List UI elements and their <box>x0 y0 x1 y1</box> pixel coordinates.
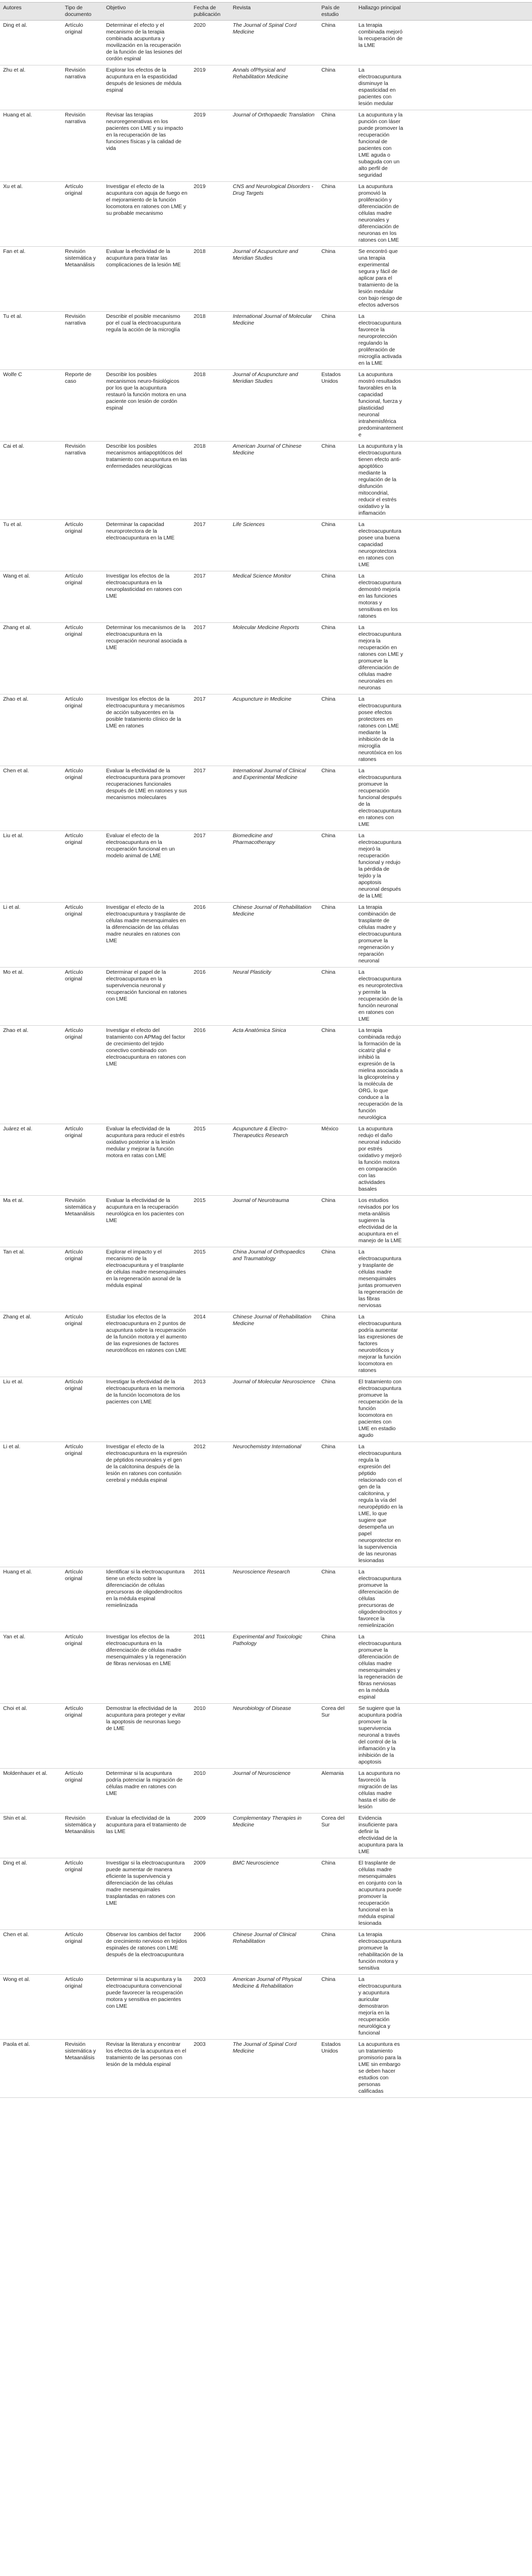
cell-publication-date: 2019 <box>194 112 206 118</box>
cell-country: China <box>321 1028 336 1033</box>
cell-publication-date: 2013 <box>194 1379 206 1385</box>
cell-objective: Explorar los efectos de la acupuntura en la espasticidad después de lesiones de médula espinal <box>106 67 182 93</box>
cell-author: Chen et al. <box>3 1932 29 1938</box>
cell-main-finding: La electroacupuntura posee una buena capacidad neuroprotectora en ratones con LME <box>358 522 402 568</box>
cell-journal: The Journal of Spinal Cord Medicine <box>233 23 297 35</box>
cell-publication-date: 2003 <box>194 2042 206 2047</box>
cell-document-type: Artículo original <box>65 1314 83 1327</box>
cell-document-type: Artículo original <box>65 697 83 709</box>
cell-document-type: Revisión narrativa <box>65 67 86 80</box>
cell-country: Corea del Sur <box>321 1816 345 1828</box>
cell-objective: Evaluar la efectividad de la electroacupuntura para promover recuperaciones funcionales después de LME en ratones y sus mecanismos moleculares <box>106 768 187 801</box>
header-publication-date: Fecha de publicación <box>191 3 230 21</box>
header-main-finding: Hallazgo principal <box>355 3 532 21</box>
cell-publication-date: 2019 <box>194 67 206 73</box>
cell-publication-date: 2016 <box>194 1028 206 1033</box>
cell-journal: The Journal of Spinal Cord Medicine <box>233 2042 297 2054</box>
cell-author: Zhao et al. <box>3 697 29 702</box>
table-row <box>0 2040 532 2098</box>
cell-journal: Chinese Journal of Clinical Rehabilitation <box>233 1932 297 1944</box>
cell-document-type: Artículo original <box>65 522 83 534</box>
cell-main-finding: La electroacupuntura promueve la diferenciación de células precursoras de oligodendrocitos y favorece la remielinización <box>358 1569 402 1629</box>
cell-author: Liu et al. <box>3 833 24 839</box>
cell-journal: Life Sciences <box>233 522 265 528</box>
table-row <box>0 21 532 65</box>
table-row <box>0 766 532 831</box>
cell-publication-date: 2018 <box>194 444 206 449</box>
cell-country: China <box>321 1314 336 1320</box>
cell-publication-date: 2017 <box>194 625 206 631</box>
cell-journal: International Journal of Molecular Medicine <box>233 314 312 326</box>
cell-document-type: Artículo original <box>65 905 83 917</box>
cell-document-type: Artículo original <box>65 23 83 35</box>
cell-journal: Acta Anatómica Sinica <box>233 1028 286 1033</box>
cell-objective: Determinar el papel de la electroacupuntura en la supervivencia neuronal y recuperación funcional en ratones con LME <box>106 970 187 1002</box>
cell-country: China <box>321 1932 336 1938</box>
cell-main-finding: La electroacupuntura y acupuntura auricular demostraron mejoría en la recuperación neurológica y funcional <box>358 1977 402 2036</box>
table-row <box>0 571 532 623</box>
cell-document-type: Artículo original <box>65 1977 83 1989</box>
cell-main-finding: Se encontró que una terapia experimental segura y fácil de aplicar para el tratamiento de la lesión medular con bajo riesgo de efectos adversos <box>358 249 402 308</box>
cell-author: Xu et al. <box>3 184 23 190</box>
header-objective: Objetivo <box>103 3 191 21</box>
cell-publication-date: 2018 <box>194 314 206 319</box>
cell-objective: Determinar si la acupuntura y la electroacupuntura convencional puede favorecer la recuperación motora y sensitiva en pacientes con LME <box>106 1977 183 2009</box>
cell-objective: Evaluar la efectividad de la acupuntura para tratar las complicaciones de la lesión ME <box>106 249 181 268</box>
cell-document-type: Artículo original <box>65 1444 83 1456</box>
cell-country: China <box>321 1860 336 1866</box>
cell-main-finding: La electroacupuntura favorece la neuroprotección regulando la proliferación de microglía activada en la LME <box>358 314 402 366</box>
cell-objective: Investigar el efecto de la acupuntura con aguja de fuego en el mejoramiento de la función locomotora en ratones con LME y su probable mecanismo <box>106 184 187 216</box>
cell-journal: Journal of Acupuncture and Meridian Studies <box>233 372 298 384</box>
table-row <box>0 1704 532 1769</box>
cell-author: Zhang et al. <box>3 625 31 631</box>
cell-main-finding: Evidencia insuficiente para definir la efectividad de la acupuntura para la LME <box>358 1816 403 1855</box>
cell-main-finding: El tratamiento con electroacupuntura promueve la recuperación de la función locomotora en pacientes con LME en estadio agudo <box>358 1379 403 1438</box>
cell-country: China <box>321 905 336 910</box>
cell-country: Corea del Sur <box>321 1706 345 1718</box>
table-row <box>0 520 532 571</box>
cell-document-type: Reporte de caso <box>65 372 92 384</box>
cell-document-type: Artículo original <box>65 833 83 845</box>
cell-objective: Estudiar los efectos de la electroacupuntura en 2 puntos de acupuntura sobre la recuperación de la función motora y el aumento de las expresiones de factores neurotróficos en ratones con LME <box>106 1314 187 1353</box>
cell-objective: Investigar el efecto del tratamiento con APMag del factor de crecimiento del tejido conectivo combinado con electroacupuntura en ratones con LME <box>106 1028 186 1067</box>
cell-journal: CNS and Neurological Disorders - Drug Targets <box>233 184 314 196</box>
cell-country: México <box>321 1126 338 1132</box>
cell-main-finding: La electroacupuntura posee efectos protectores en ratones con LME mediante la inhibición de la microglía neurotóxica en los ratones <box>358 697 402 762</box>
cell-country: China <box>321 112 336 118</box>
cell-main-finding: La acupuntura redujo el daño neuronal inducido por estrés oxidativo y mejoró la función motora en comparación con las actividades basales <box>358 1126 402 1192</box>
cell-publication-date: 2015 <box>194 1249 206 1255</box>
cell-main-finding: Se sugiere que la acupuntura podría promover la supervivencia neuronal a través del control de la inflamación y la inhibición de la apoptosis <box>358 1706 402 1765</box>
cell-document-type: Artículo original <box>65 1569 83 1582</box>
cell-country: China <box>321 1444 336 1450</box>
cell-objective: Identificar si la electroacupuntura tiene un efecto sobre la diferenciación de células precursoras de oligodendrocitos en la médula espinal remielinizada <box>106 1569 185 1608</box>
cell-main-finding: La acupuntura y la punción con láser puede promover la recuperación funcional de pacientes con LME aguda o subaguda con un alto perfil de seguridad <box>358 112 403 178</box>
table-row <box>0 110 532 182</box>
cell-author: Zhu et al. <box>3 67 26 73</box>
cell-objective: Evaluar la efectividad de la acupuntura para reducir el estrés oxidativo posterior a la lesión medular y mejorar la función motora en ratas con LME <box>106 1126 185 1159</box>
cell-country: China <box>321 67 336 73</box>
table-row <box>0 1930 532 1975</box>
cell-publication-date: 2015 <box>194 1126 206 1132</box>
cell-country: China <box>321 249 336 255</box>
cell-publication-date: 2014 <box>194 1314 206 1320</box>
cell-document-type: Artículo original <box>65 1860 83 1873</box>
cell-publication-date: 2018 <box>194 372 206 378</box>
table-row <box>0 1124 532 1196</box>
cell-document-type: Revisión sistemática y Metaanálisis <box>65 1198 96 1217</box>
cell-journal: American Journal of Chinese Medicine <box>233 444 302 456</box>
cell-main-finding: La electroacupuntura promueve la diferenciación de células madre mesenquimales y la regeneración de fibras nerviosas en la médula espinal <box>358 1634 403 1700</box>
cell-author: Liu et al. <box>3 1379 24 1385</box>
cell-document-type: Artículo original <box>65 1379 83 1392</box>
cell-publication-date: 2017 <box>194 833 206 839</box>
cell-journal: Molecular Medicine Reports <box>233 625 299 631</box>
cell-author: Tu et al. <box>3 314 23 319</box>
cell-document-type: Revisión narrativa <box>65 112 86 125</box>
table-row <box>0 1858 532 1930</box>
cell-journal: Journal of Orthopaedic Translation <box>233 112 315 118</box>
cell-main-finding: Los estudios revisados por los meta-análisis sugieren la efectividad de la acupuntura en el manejo de la LME <box>358 1198 402 1244</box>
cell-country: China <box>321 768 336 774</box>
cell-objective: Evaluar el efecto de la electroacupuntura en la recuperación funcional en un modelo animal de LME <box>106 833 175 859</box>
cell-document-type: Artículo original <box>65 1126 83 1139</box>
cell-journal: Acupuncture & Electro-Therapeutics Research <box>233 1126 288 1139</box>
table-row <box>0 831 532 903</box>
cell-document-type: Artículo original <box>65 1028 83 1040</box>
cell-country: China <box>321 1249 336 1255</box>
cell-author: Li et al. <box>3 905 21 910</box>
cell-document-type: Revisión sistemática y Metaanálisis <box>65 1816 96 1835</box>
cell-author: Cai et al. <box>3 444 25 449</box>
table-row <box>0 1567 532 1632</box>
header-row <box>0 3 532 21</box>
cell-publication-date: 2016 <box>194 905 206 910</box>
table-row <box>0 1442 532 1567</box>
cell-author: Ding et al. <box>3 1860 27 1866</box>
header-journal: Revista <box>230 3 318 21</box>
cell-document-type: Revisión narrativa <box>65 314 86 326</box>
cell-country: China <box>321 833 336 839</box>
cell-journal: American Journal of Physical Medicine & Rehabilitation <box>233 1977 302 1989</box>
cell-main-finding: La terapia combinada mejoró la recuperación de la LME <box>358 23 403 48</box>
cell-publication-date: 2018 <box>194 249 206 255</box>
cell-country: Alemania <box>321 1771 344 1776</box>
cell-main-finding: La electroacupuntura disminuye la espasticidad en pacientes con lesión medular <box>358 67 402 107</box>
cell-country: China <box>321 1634 336 1640</box>
cell-objective: Investigar los efectos de la electroacupuntura en la neuroplasticidad en ratones con LME <box>106 573 182 599</box>
cell-objective: Explorar el impacto y el mecanismo de la electroacupuntura y el trasplante de células madre mesenquimales en la regeneración axonal de la médula espinal <box>106 1249 186 1289</box>
cell-country: China <box>321 697 336 702</box>
cell-author: Paola et al. <box>3 2042 30 2047</box>
table-row <box>0 1377 532 1442</box>
cell-country: China <box>321 1977 336 1982</box>
cell-country: China <box>321 444 336 449</box>
cell-publication-date: 2003 <box>194 1977 206 1982</box>
cell-objective: Revisar la literatura y encontrar los efectos de la acupuntura en el tratamiento de las personas con lesión de la médula espinal <box>106 2042 186 2067</box>
table-row <box>0 1026 532 1124</box>
cell-country: China <box>321 314 336 319</box>
cell-objective: Determinar el efecto y el mecanismo de la terapia combinada acupuntura y movilización en la recuperación de la función de las lesiones del cordón espinal <box>106 23 182 62</box>
table-row <box>0 1312 532 1377</box>
cell-author: Tan et al. <box>3 1249 25 1255</box>
cell-objective: Observar los cambios del factor de crecimiento nervioso en tejidos espinales de ratones con LME después de la electroacupuntura <box>106 1932 187 1958</box>
cell-country: China <box>321 184 336 190</box>
cell-objective: Describir el posible mecanismo por el cual la electroacupuntura regula la acción de la microglía <box>106 314 181 333</box>
cell-publication-date: 2017 <box>194 573 206 579</box>
cell-author: Li et al. <box>3 1444 21 1450</box>
cell-document-type: Artículo original <box>65 1706 83 1718</box>
cell-journal: Chinese Journal of Rehabilitation Medicine <box>233 1314 312 1327</box>
table-row <box>0 1196 532 1247</box>
cell-document-type: Revisión narrativa <box>65 444 86 456</box>
cell-journal: Acupuncture in Medicine <box>233 697 291 702</box>
cell-publication-date: 2020 <box>194 23 206 28</box>
cell-journal: Journal of Acupuncture and Meridian Studies <box>233 249 298 261</box>
cell-main-finding: La electroacupuntura mejoró la recuperación funcional y redujo la pérdida de tejido y la apoptosis neuronal después de la LME <box>358 833 402 899</box>
cell-journal: Neuroscience Research <box>233 1569 290 1575</box>
cell-publication-date: 2009 <box>194 1860 206 1866</box>
cell-journal: Medical Science Monitor <box>233 573 291 579</box>
cell-document-type: Artículo original <box>65 1771 83 1783</box>
literature-table <box>0 2 532 2098</box>
header-authors: Autores <box>0 3 62 21</box>
table-row <box>0 903 532 968</box>
cell-document-type: Artículo original <box>65 1249 83 1262</box>
cell-main-finding: La acupuntura promovió la proliferación y diferenciación de células madre neuronales y diferenciación de neuronas en los ratones con LME <box>358 184 399 243</box>
cell-country: China <box>321 23 336 28</box>
cell-author: Fan et al. <box>3 249 26 255</box>
cell-journal: Neural Plasticity <box>233 970 271 975</box>
cell-country: China <box>321 1198 336 1204</box>
cell-main-finding: La acupuntura no favoreció la migración de las células madre hasta el sitio de lesión <box>358 1771 400 1810</box>
table-row <box>0 312 532 370</box>
table-row <box>0 1814 532 1858</box>
table-row <box>0 1632 532 1704</box>
cell-document-type: Artículo original <box>65 1634 83 1647</box>
cell-journal: Complementary Therapies in Medicine <box>233 1816 302 1828</box>
cell-main-finding: La electroacupuntura mejora la recuperación en ratones con LME y promueve la diferenciación de células madre neuronales en neuronas <box>358 625 403 691</box>
cell-publication-date: 2010 <box>194 1706 206 1711</box>
table-row <box>0 1247 532 1312</box>
cell-document-type: Artículo original <box>65 1932 83 1944</box>
cell-journal: BMC Neuroscience <box>233 1860 279 1866</box>
cell-author: Yan et al. <box>3 1634 26 1640</box>
cell-country: China <box>321 970 336 975</box>
cell-author: Moldenhauer et al. <box>3 1771 48 1776</box>
cell-main-finding: La electroacupuntura podría aumentar las expresiones de factores neurotróficos y mejorar la función locomotora en ratones <box>358 1314 403 1374</box>
cell-author: Choi et al. <box>3 1706 27 1711</box>
cell-objective: Investigar la efectividad de la electroacupuntura en la memoria de la función locomotora de los pacientes con LME <box>106 1379 184 1405</box>
cell-publication-date: 2017 <box>194 768 206 774</box>
table-row <box>0 247 532 312</box>
cell-objective: Determinar los mecanismos de la electroacupuntura en la recuperación neuronal asociada a LME <box>106 625 187 651</box>
cell-main-finding: La electroacupuntura y trasplante de células madre mesenquimales juntas promueven la regeneración de las fibras nerviosas <box>358 1249 403 1309</box>
header-document-type: Tipo de documento <box>62 3 103 21</box>
cell-publication-date: 2011 <box>194 1569 205 1575</box>
cell-author: Tu et al. <box>3 522 23 528</box>
table-row <box>0 65 532 110</box>
cell-main-finding: La electroacupuntura demostró mejoría en las funciones motoras y sensitivas en los ratones <box>358 573 402 619</box>
cell-publication-date: 2011 <box>194 1634 205 1640</box>
cell-publication-date: 2009 <box>194 1816 206 1821</box>
table-row <box>0 442 532 520</box>
cell-document-type: Artículo original <box>65 184 83 196</box>
cell-country: Estados Unidos <box>321 372 341 384</box>
cell-journal: China Journal of Orthopaedics and Traumatology <box>233 1249 305 1262</box>
cell-objective: Investigar los efectos de la electroacupuntura en la diferenciación de células madre mesenquimales y la regeneración de fibras nerviosas en LME <box>106 1634 186 1667</box>
table-row <box>0 1975 532 2040</box>
cell-main-finding: La terapia electroacupuntura promueve la rehabilitación de la función motora y sensitiva <box>358 1932 403 1971</box>
cell-author: Juárez et al. <box>3 1126 32 1132</box>
cell-author: Huang et al. <box>3 1569 32 1575</box>
cell-journal: International Journal of Clinical and Experimental Medicine <box>233 768 306 781</box>
cell-objective: Investigar el efecto de la electroacupuntura y trasplante de células madre mesenquimales en la diferenciación de las células madre neurales en ratones con LME <box>106 905 186 944</box>
cell-main-finding: La acupuntura es un tratamiento promisorio para la LME sin embargo se deben hacer estudios con personas calificadas <box>358 2042 402 2094</box>
cell-objective: Evaluar la efectividad de la acupuntura en la recuperación neurológica en los pacientes con LME <box>106 1198 184 1224</box>
cell-country: China <box>321 1379 336 1385</box>
cell-country: China <box>321 522 336 528</box>
table-body <box>0 21 532 2098</box>
cell-author: Ma et al. <box>3 1198 24 1204</box>
table-row <box>0 623 532 694</box>
cell-objective: Determinar si la acupuntura podría potenciar la migración de células madre en ratones con LME <box>106 1771 183 1797</box>
cell-publication-date: 2016 <box>194 970 206 975</box>
cell-author: Wong et al. <box>3 1977 30 1982</box>
cell-main-finding: La acupuntura mostró resultados favorables en la capacidad funcional, fuerza y plasticidad neuronal intrahemisférica predominantemente <box>358 372 403 438</box>
cell-country: China <box>321 625 336 631</box>
cell-main-finding: La terapia combinación de trasplante de células madre y electroacupuntura promueve la regeneración y reparación neuronal <box>358 905 402 964</box>
table-header <box>0 3 532 21</box>
cell-objective: Demostrar la efectividad de la acupuntura para proteger y evitar la apoptosis de neuronas luego de LME <box>106 1706 185 1732</box>
cell-author: Mo et al. <box>3 970 24 975</box>
table-row <box>0 968 532 1026</box>
cell-document-type: Revisión sistemática y Metaanálisis <box>65 249 96 268</box>
cell-objective: Describir los posibles mecanismos neuro-fisiológicos por los que la acupuntura restauró la función motora en una paciente con lesión de cordón espinal <box>106 372 186 411</box>
cell-author: Chen et al. <box>3 768 29 774</box>
cell-main-finding: La electroacupuntura promueve la recuperación funcional después de la electroacupuntura en ratones con LME <box>358 768 402 827</box>
cell-author: Wolfe C <box>3 372 22 378</box>
table-row <box>0 370 532 442</box>
cell-journal: Journal of Molecular Neuroscience <box>233 1379 315 1385</box>
cell-document-type: Artículo original <box>65 970 83 982</box>
cell-country: China <box>321 1569 336 1575</box>
cell-author: Wang et al. <box>3 573 30 579</box>
cell-publication-date: 2012 <box>194 1444 206 1450</box>
cell-main-finding: El trasplante de células madre mesenquimales en conjunto con la acupuntura puede promover la recuperación funcional en la médula espinal lesionada <box>358 1860 402 1926</box>
cell-journal: Chinese Journal of Rehabilitation Medicine <box>233 905 312 917</box>
cell-journal: Neurobiology of Disease <box>233 1706 291 1711</box>
cell-journal: Journal of Neuroscience <box>233 1771 291 1776</box>
cell-journal: Neurochemistry International <box>233 1444 301 1450</box>
cell-publication-date: 2010 <box>194 1771 206 1776</box>
cell-country: Estados Unidos <box>321 2042 341 2054</box>
table-row <box>0 694 532 766</box>
cell-document-type: Artículo original <box>65 625 83 637</box>
cell-objective: Describir los posibles mecanismos antiapoptóticos del tratamiento con acupuntura en las enfermedades neurológicas <box>106 444 187 469</box>
cell-journal: Annals ofPhysical and Rehabilitation Medicine <box>233 67 288 80</box>
cell-country: China <box>321 573 336 579</box>
cell-author: Shin et al. <box>3 1816 27 1821</box>
cell-author: Ding et al. <box>3 23 27 28</box>
cell-publication-date: 2006 <box>194 1932 206 1938</box>
cell-document-type: Artículo original <box>65 768 83 781</box>
cell-objective: Investigar los efectos de la electroacupuntura y mecanismos de acción subyacentes en la posible tratamiento clínico de la LME en ratones <box>106 697 185 729</box>
cell-author: Zhao et al. <box>3 1028 29 1033</box>
cell-objective: Revisar las terapias neuroregenerativas en los pacientes con LME y su impacto en la recuperación de las funciones físicas y la calidad de vida <box>106 112 183 151</box>
cell-objective: Evaluar la efectividad de la acupuntura para el tratamiento de las LME <box>106 1816 186 1835</box>
table-row <box>0 1769 532 1814</box>
cell-main-finding: La terapia combinada redujo la formación de la cicatriz glial e inhibió la expresión de la mielina asociada a la glicoproteína y la molécula de ORG, lo que conduce a la recuperación de la función neurológica <box>358 1028 403 1121</box>
cell-author: Zhang et al. <box>3 1314 31 1320</box>
cell-journal: Biomedicine and Pharmacotherapy <box>233 833 276 845</box>
cell-journal: Experimental and Toxicologic Pathology <box>233 1634 302 1647</box>
cell-publication-date: 2017 <box>194 522 206 528</box>
cell-journal: Journal of Neurotrauma <box>233 1198 289 1204</box>
cell-main-finding: La electroacupuntura regula la expresión del péptido relacionado con el gen de la calcitonina, y regula la vía del neuropéptido en la LME, lo que sugiere que desempeña un papel neuroprotector en la supervivencia de las neuronas lesionadas <box>358 1444 403 1564</box>
cell-document-type: Artículo original <box>65 573 83 586</box>
cell-publication-date: 2019 <box>194 184 206 190</box>
cell-publication-date: 2015 <box>194 1198 206 1204</box>
cell-author: Huang et al. <box>3 112 32 118</box>
cell-objective: Determinar la capacidad neuroprotectora de la electroacupuntura en la LME <box>106 522 175 541</box>
table-row <box>0 182 532 247</box>
cell-objective: Investigar si la electroacupuntura puede aumentar de manera eficiente la supervivencia y diferenciación de las células madre mesenquimales trasplantadas en ratones con LME <box>106 1860 185 1906</box>
cell-main-finding: La electroacupuntura es neuroprotectiva y permite la recuperación de la función neuronal en ratones con LME <box>358 970 403 1022</box>
cell-main-finding: La acupuntura y la electroacupuntura tienen efecto anti-apoptótico mediante la regulación de la disfunción mitocondrial, reducir el estrés oxidativo y la inflamación <box>358 444 403 516</box>
cell-document-type: Revisión sistemática y Metaanálisis <box>65 2042 96 2061</box>
cell-objective: Investigar el efecto de la electroacupuntura en la expresión de péptidos neuronales y el gen de la calcitonina después de la lesión en ratones con contusión cerebral y médula espinal <box>106 1444 187 1483</box>
cell-publication-date: 2017 <box>194 697 206 702</box>
header-country: País de estudio <box>318 3 355 21</box>
